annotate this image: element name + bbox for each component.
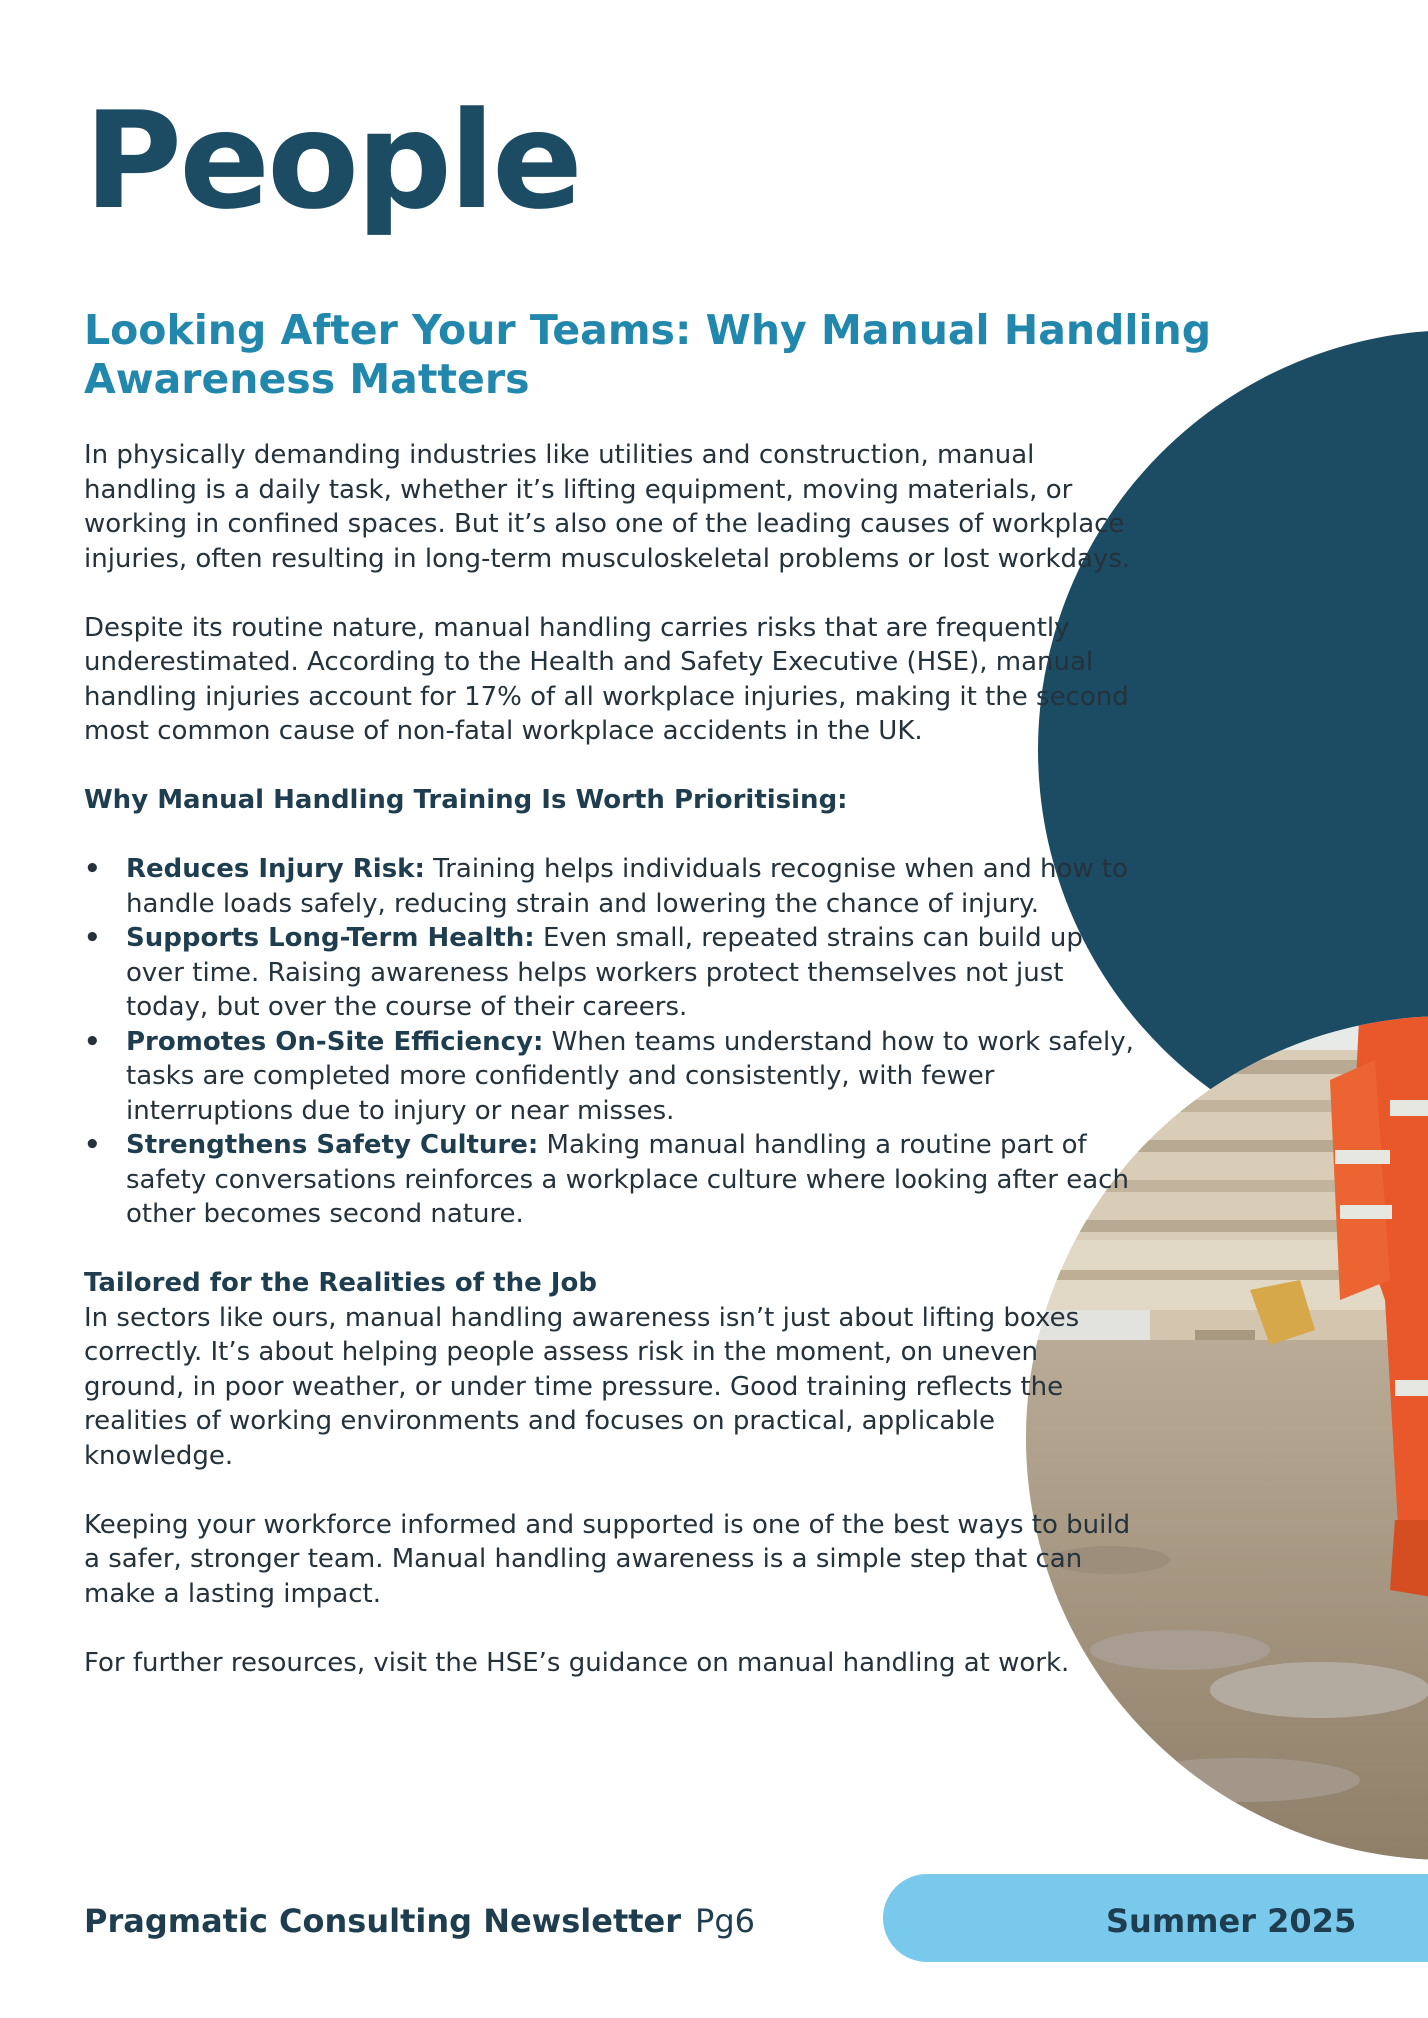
list-item [84, 1128, 1144, 1232]
realities-paragraph: In sectors like ours, manual handling awareness isn’t just about lifting boxes correctly. It’s about helping people assess risk in the moment, on uneven ground, in poor weather, or under time pressure. Good training reflects the realities of working environments and focuses on practical, applicable knowledge. [84, 1302, 1080, 1471]
intro-paragraph: In physically demanding industries like utilities and construction, manual handling is a daily task, whether it’s lifting equipment, moving materials, or working in confined spaces. But it’s also one of the leading causes of workplace injuries, often resulting in long-term musculoskeletal problems or lost workdays. [84, 440, 1131, 574]
list-item-title: Supports Long-Term Health: [126, 923, 535, 953]
footer-newsletter [84, 1902, 755, 1940]
list-item-title: Promotes On-Site Efficiency: [126, 1026, 544, 1057]
article-body [84, 438, 1144, 1715]
list-item [84, 921, 1144, 1025]
newsletter-name: Pragmatic Consulting Newsletter [84, 1902, 682, 1940]
hse-statistics-paragraph: Despite its routine nature, manual handling carries risks that are frequently underestimated. According to the Health and Safety Executive (HSE), manual handling injuries account for 17% of all workplace injuries, making it the second most common cause of non-fatal workplace accidents in the UK. [84, 612, 1129, 746]
benefits-list [84, 852, 1144, 1232]
list-item-text: When teams understand how to work safely, tasks are completed more confidently and consistently, with fewer interruptions due to injury or near misses. [126, 1026, 1134, 1126]
page-number: Pg6 [695, 1902, 755, 1940]
resources-paragraph: For further resources, visit the HSE’s guidance on manual handling at work. [84, 1647, 1070, 1678]
footer-edition: Summer 2025 [1106, 1902, 1357, 1940]
list-item-text: Even small, repeated strains can build up over time. Raising awareness helps workers protect themselves not just today, but over the course of their careers. [126, 923, 1083, 1022]
training-subheading: Why Manual Handling Training Is Worth Prioritising: [84, 785, 848, 815]
page-title: People [84, 83, 580, 239]
list-item-title: Reduces Injury Risk: [126, 854, 425, 884]
list-item-text: Making manual handling a routine part of safety conversations reinforces a workplace culture where looking after each other becomes second nature. [126, 1130, 1129, 1229]
article-title: Looking After Your Teams: Why Manual Handling Awareness Matters [84, 306, 1212, 404]
tailored-subheading: Tailored for the Realities of the Job [84, 1268, 597, 1298]
list-item [84, 852, 1144, 921]
list-item-text: Training helps individuals recognise when and how to handle loads safely, reducing strain and lowering the chance of injury. [126, 854, 1129, 919]
list-item [84, 1025, 1144, 1129]
list-item-title: Strengthens Safety Culture: [126, 1130, 539, 1160]
workforce-paragraph: Keeping your workforce informed and supported is one of the best ways to build a safer, stronger team. Manual handling awareness is a simple step that can make a lasting impact. [84, 1509, 1131, 1609]
